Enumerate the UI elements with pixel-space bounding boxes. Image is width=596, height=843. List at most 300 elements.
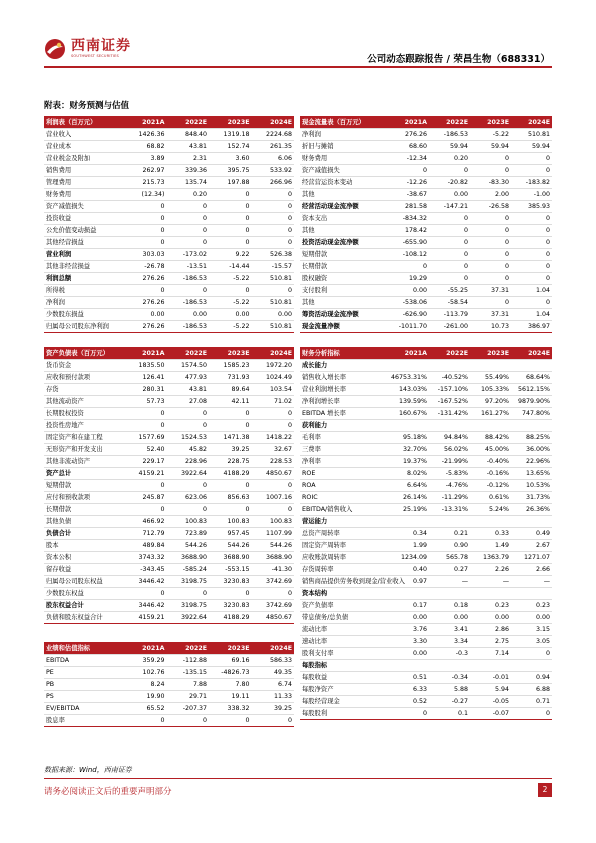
cell-value: 37.31 <box>470 285 511 297</box>
cell-value: 0 <box>209 225 252 237</box>
cell-value: 0 <box>252 715 295 727</box>
cell-value: -626.90 <box>388 309 429 321</box>
cell-value: 100.83 <box>209 516 252 528</box>
cell-value: 533.92 <box>252 165 295 177</box>
cell-value: 68.60 <box>388 141 429 153</box>
cell-value: 6.74 <box>252 679 295 691</box>
row-label: 其他流动资产 <box>44 396 124 408</box>
table-row <box>300 624 552 636</box>
cell-value: 1471.38 <box>209 432 252 444</box>
table-row <box>300 249 552 261</box>
cell-value: 0.23 <box>511 600 552 612</box>
cell-value: -26.58 <box>470 201 511 213</box>
table-row <box>300 237 552 249</box>
row-label: 每股股利 <box>300 708 388 720</box>
row-label: 流动比率 <box>300 624 388 636</box>
year-header: 2021A <box>388 347 429 360</box>
table-header-row <box>44 116 294 129</box>
table-row <box>300 444 552 456</box>
cell-value: 0 <box>252 420 295 432</box>
row-label: 投资收益 <box>44 213 124 225</box>
cell-value: -11.29% <box>429 492 470 504</box>
cell-value: -112.88 <box>167 655 210 667</box>
row-label: 应付和预收款项 <box>44 492 124 504</box>
company-logo <box>44 38 131 60</box>
table-row <box>44 480 294 492</box>
table-row <box>44 456 294 468</box>
row-label: 股息率 <box>44 715 124 727</box>
cell-value: 0 <box>470 153 511 165</box>
table-row <box>44 420 294 432</box>
cell-value: 0 <box>511 165 552 177</box>
table-row <box>44 201 294 213</box>
cell-value: 386.97 <box>511 321 552 333</box>
cell-value: -343.45 <box>124 564 167 576</box>
cell-value: 94.84% <box>429 432 470 444</box>
cell-value: 0 <box>388 165 429 177</box>
row-label: 财务费用 <box>44 189 124 201</box>
cell-value: 0 <box>511 237 552 249</box>
cell-value: -135.15 <box>167 667 210 679</box>
cell-value: 0.97 <box>388 576 429 588</box>
cell-value: 0 <box>209 420 252 432</box>
table-title: 资产负债表（百万元） <box>44 347 124 360</box>
year-header: 2022E <box>429 116 470 129</box>
cell-value: 45.00% <box>470 444 511 456</box>
cell-value: 0 <box>209 504 252 516</box>
cell-value: 49.35 <box>252 667 295 679</box>
cell-value: 0.00 <box>167 309 210 321</box>
cell-value: 4159.21 <box>124 612 167 624</box>
table-row <box>44 372 294 384</box>
cell-value: 5612.15% <box>511 384 552 396</box>
cell-value: 97.20% <box>470 396 511 408</box>
cell-value: 0 <box>209 480 252 492</box>
cell-value: -5.22 <box>470 129 511 141</box>
row-label: 成长能力 <box>300 360 388 372</box>
table-row <box>300 672 552 684</box>
cell-value: 143.03% <box>388 384 429 396</box>
cell-value: 0.61% <box>470 492 511 504</box>
table-row <box>300 456 552 468</box>
cell-value: 0 <box>470 249 511 261</box>
row-label: 短期借款 <box>300 249 388 261</box>
table-row <box>300 516 552 528</box>
cell-value: -5.22 <box>209 297 252 309</box>
table-row <box>44 468 294 480</box>
cell-value: 0.71 <box>511 696 552 708</box>
table-row <box>300 540 552 552</box>
cell-value: -5.22 <box>209 273 252 285</box>
header-divider <box>44 66 552 68</box>
cell-value: 0 <box>167 201 210 213</box>
row-label: 财务费用 <box>300 153 388 165</box>
cell-value: 477.93 <box>167 372 210 384</box>
cell-value: 0.52 <box>388 696 429 708</box>
row-label: 股利支付率 <box>300 648 388 660</box>
row-label: 经营营运资本变动 <box>300 177 388 189</box>
cell-value: 510.81 <box>252 273 295 285</box>
cell-value: 0 <box>470 261 511 273</box>
row-label: 净利率 <box>300 456 388 468</box>
cell-value: 1.04 <box>511 309 552 321</box>
row-label: 资产负债率 <box>300 600 388 612</box>
year-header: 2023E <box>209 116 252 129</box>
cell-value: 2224.68 <box>252 129 295 141</box>
cell-value: 3198.75 <box>167 600 210 612</box>
cell-value: 7.80 <box>209 679 252 691</box>
cell-value: 0 <box>511 153 552 165</box>
cell-value: 0 <box>252 408 295 420</box>
cell-value <box>470 588 511 600</box>
table-row <box>300 588 552 600</box>
cell-value <box>429 360 470 372</box>
cell-value: 0.00 <box>388 648 429 660</box>
year-header: 2024E <box>252 642 295 655</box>
table-row <box>44 492 294 504</box>
cell-value: 8.02% <box>388 468 429 480</box>
cell-value: 0 <box>470 213 511 225</box>
cell-value <box>429 588 470 600</box>
row-label: 总资产周转率 <box>300 528 388 540</box>
cell-value: -26.78 <box>124 261 167 273</box>
cell-value: 69.16 <box>209 655 252 667</box>
cell-value: 2.31 <box>167 153 210 165</box>
cell-value: -5.83% <box>429 468 470 480</box>
row-label: 其他 <box>300 297 388 309</box>
cell-value: 0 <box>252 588 295 600</box>
cell-value: 0.17 <box>388 600 429 612</box>
cashflow-statement-table <box>300 116 552 333</box>
table-title: 现金流量表（百万元） <box>300 116 388 129</box>
cell-value: 1.49 <box>470 540 511 552</box>
cell-value: 0 <box>252 189 295 201</box>
cell-value <box>388 516 429 528</box>
cell-value: 6.33 <box>388 684 429 696</box>
cell-value: 3742.69 <box>252 576 295 588</box>
cell-value: 160.67% <box>388 408 429 420</box>
table-row <box>300 576 552 588</box>
cell-value: 723.89 <box>167 528 210 540</box>
cell-value: 1271.07 <box>511 552 552 564</box>
cell-value: 228.53 <box>252 456 295 468</box>
logo-icon <box>44 38 66 60</box>
cell-value: 178.42 <box>388 225 429 237</box>
cell-value: 11.33 <box>252 691 295 703</box>
cell-value: -585.24 <box>167 564 210 576</box>
cell-value <box>511 660 552 672</box>
row-label: 应收和预付款项 <box>44 372 124 384</box>
cell-value: 95.18% <box>388 432 429 444</box>
row-label: PB <box>44 679 124 691</box>
row-label: 负债和股东权益合计 <box>44 612 124 624</box>
table-row <box>300 552 552 564</box>
cell-value: 10.73 <box>470 321 511 333</box>
cell-value <box>388 588 429 600</box>
row-label: 存货 <box>44 384 124 396</box>
row-label: 固定资产和在建工程 <box>44 432 124 444</box>
table-row <box>44 528 294 540</box>
row-label: 其他非经营损益 <box>44 261 124 273</box>
cell-value: 0 <box>167 213 210 225</box>
cell-value: 68.82 <box>124 141 167 153</box>
table-row <box>44 564 294 576</box>
cell-value: 0 <box>429 273 470 285</box>
cell-value: -553.15 <box>209 564 252 576</box>
cell-value: -186.53 <box>167 297 210 309</box>
table-row <box>300 660 552 672</box>
logo-text-en: SOUTHWEST SECURITIES <box>71 54 119 58</box>
cell-value: 0 <box>511 273 552 285</box>
cell-value: 0 <box>167 408 210 420</box>
cell-value: 26.36% <box>511 504 552 516</box>
cell-value: -21.99% <box>429 456 470 468</box>
row-label: EBITDA 增长率 <box>300 408 388 420</box>
year-header: 2021A <box>124 347 167 360</box>
cell-value: 0.49 <box>511 528 552 540</box>
table-row <box>44 225 294 237</box>
row-label: EV/EBITDA <box>44 703 124 715</box>
table-row <box>44 552 294 564</box>
cell-value: 57.73 <box>124 396 167 408</box>
row-label: 净利润 <box>44 297 124 309</box>
cell-value: 957.45 <box>209 528 252 540</box>
table-row <box>300 213 552 225</box>
table-row <box>44 309 294 321</box>
row-label: 现金流量净额 <box>300 321 388 333</box>
cell-value: -13.31% <box>429 504 470 516</box>
cell-value: -0.3 <box>429 648 470 660</box>
year-header: 2024E <box>511 347 552 360</box>
cell-value: 0 <box>124 480 167 492</box>
valuation-table <box>44 642 294 727</box>
table-row <box>300 504 552 516</box>
cell-value: 5.88 <box>429 684 470 696</box>
row-label: 毛利率 <box>300 432 388 444</box>
year-header: 2024E <box>252 347 295 360</box>
table-row <box>300 297 552 309</box>
cell-value: 37.31 <box>470 309 511 321</box>
table-row <box>300 636 552 648</box>
cell-value: 39.25 <box>209 444 252 456</box>
cell-value: 19.90 <box>124 691 167 703</box>
cell-value: 3446.42 <box>124 576 167 588</box>
cell-value: 544.26 <box>252 540 295 552</box>
row-label: 股东权益合计 <box>44 600 124 612</box>
cell-value <box>388 360 429 372</box>
cell-value: 0.34 <box>388 528 429 540</box>
cell-value: 0 <box>124 504 167 516</box>
cell-value: -14.44 <box>209 261 252 273</box>
table-row <box>300 432 552 444</box>
table-row <box>300 696 552 708</box>
cell-value: -0.27 <box>429 696 470 708</box>
cell-value: 276.26 <box>124 321 167 333</box>
table-row <box>44 516 294 528</box>
cell-value: 0 <box>124 420 167 432</box>
row-label: 股本 <box>44 540 124 552</box>
cell-value: -40.52% <box>429 372 470 384</box>
table-row <box>44 285 294 297</box>
cell-value: 0 <box>511 297 552 309</box>
cell-value: 0.00 <box>252 309 295 321</box>
table-row <box>300 225 552 237</box>
year-header: 2021A <box>124 116 167 129</box>
cell-value: 0 <box>429 261 470 273</box>
row-label: 货币资金 <box>44 360 124 372</box>
cell-value: 0 <box>429 225 470 237</box>
row-label: 获利能力 <box>300 420 388 432</box>
row-label: 留存收益 <box>44 564 124 576</box>
cell-value: 9879.90% <box>511 396 552 408</box>
row-label: 应收账款周转率 <box>300 552 388 564</box>
cell-value: 0.21 <box>429 528 470 540</box>
cell-value: 229.17 <box>124 456 167 468</box>
table-row <box>300 165 552 177</box>
cell-value: 0.00 <box>470 612 511 624</box>
row-label: 投资性房地产 <box>44 420 124 432</box>
year-header: 2024E <box>252 116 295 129</box>
cell-value: 544.26 <box>167 540 210 552</box>
cell-value: 197.88 <box>209 177 252 189</box>
row-label: EBITDA/销售收入 <box>300 504 388 516</box>
cell-value: 0 <box>124 201 167 213</box>
cell-value: 59.94 <box>470 141 511 153</box>
cell-value: 1426.36 <box>124 129 167 141</box>
cell-value: 3.34 <box>429 636 470 648</box>
table-row <box>44 612 294 624</box>
cell-value: -15.57 <box>252 261 295 273</box>
cell-value: 0 <box>252 480 295 492</box>
cell-value: 466.92 <box>124 516 167 528</box>
cell-value: -167.52% <box>429 396 470 408</box>
cell-value: -0.16% <box>470 468 511 480</box>
cell-value: 0 <box>470 165 511 177</box>
cell-value: 45.82 <box>167 444 210 456</box>
appendix-title: 附表：财务预测与估值 <box>44 101 130 111</box>
cell-value: 281.58 <box>388 201 429 213</box>
table-row <box>300 708 552 720</box>
table-header-row <box>44 642 294 655</box>
cell-value: 0 <box>388 708 429 720</box>
cell-value: -58.54 <box>429 297 470 309</box>
cell-value: 0 <box>209 588 252 600</box>
cell-value: 43.81 <box>167 384 210 396</box>
cell-value: 0 <box>511 261 552 273</box>
cell-value: 731.93 <box>209 372 252 384</box>
cell-value: 22.96% <box>511 456 552 468</box>
table-row <box>44 384 294 396</box>
table-row <box>300 684 552 696</box>
cell-value: 29.71 <box>167 691 210 703</box>
data-source: 数据来源：Wind，西南证券 <box>44 766 132 774</box>
cell-value: -4.76% <box>429 480 470 492</box>
cell-value: 0.23 <box>470 600 511 612</box>
cell-value: 36.00% <box>511 444 552 456</box>
row-label: 长期借款 <box>44 504 124 516</box>
cell-value: 3446.42 <box>124 600 167 612</box>
row-label: 归属母公司股东权益 <box>44 576 124 588</box>
table-row <box>300 321 552 333</box>
cell-value: 3743.32 <box>124 552 167 564</box>
cell-value: 161.27% <box>470 408 511 420</box>
cell-value: 1577.69 <box>124 432 167 444</box>
row-label: 负债合计 <box>44 528 124 540</box>
cell-value: 712.79 <box>124 528 167 540</box>
cell-value: 105.33% <box>470 384 511 396</box>
cell-value: 1107.99 <box>252 528 295 540</box>
row-label: 资本公积 <box>44 552 124 564</box>
cell-value: 0 <box>167 420 210 432</box>
cell-value: 100.83 <box>167 516 210 528</box>
table-row <box>300 141 552 153</box>
table-row <box>300 189 552 201</box>
table-header-row <box>300 347 552 360</box>
year-header: 2021A <box>124 642 167 655</box>
cell-value: 0 <box>209 408 252 420</box>
cell-value: 1363.79 <box>470 552 511 564</box>
cell-value: 0 <box>124 225 167 237</box>
table-row <box>44 153 294 165</box>
cell-value: 0 <box>429 249 470 261</box>
cell-value: 2.26 <box>470 564 511 576</box>
cell-value: 4850.67 <box>252 468 295 480</box>
cell-value: 152.74 <box>209 141 252 153</box>
cell-value: 32.67 <box>252 444 295 456</box>
cell-value: 586.33 <box>252 655 295 667</box>
table-row <box>300 285 552 297</box>
table-row <box>44 177 294 189</box>
cell-value: 32.70% <box>388 444 429 456</box>
table-row <box>44 213 294 225</box>
row-label: 每股指标 <box>300 660 388 672</box>
cell-value: 0 <box>252 225 295 237</box>
cell-value: 26.14% <box>388 492 429 504</box>
row-label: 每股经营现金 <box>300 696 388 708</box>
cell-value: 0 <box>167 588 210 600</box>
table-row <box>300 309 552 321</box>
cell-value: 0.33 <box>470 528 511 540</box>
cell-value: 4188.29 <box>209 468 252 480</box>
table-row <box>44 360 294 372</box>
cell-value: -173.02 <box>167 249 210 261</box>
cell-value: 65.52 <box>124 703 167 715</box>
cell-value: 3198.75 <box>167 576 210 588</box>
cell-value: 0.18 <box>429 600 470 612</box>
row-label: 带息债务/总负债 <box>300 612 388 624</box>
cell-value: 0 <box>124 237 167 249</box>
cell-value: 3230.83 <box>209 576 252 588</box>
table-row <box>300 372 552 384</box>
cell-value: -1.00 <box>511 189 552 201</box>
cell-value: -41.30 <box>252 564 295 576</box>
row-label: 速动比率 <box>300 636 388 648</box>
row-label: 归属母公司股东净利润 <box>44 321 124 333</box>
cell-value: 139.59% <box>388 396 429 408</box>
cell-value: -186.53 <box>167 321 210 333</box>
cell-value: 0 <box>209 285 252 297</box>
table-row <box>300 384 552 396</box>
cell-value: 52.40 <box>124 444 167 456</box>
row-label: ROA <box>300 480 388 492</box>
cell-value: 848.40 <box>167 129 210 141</box>
cell-value: -12.34 <box>388 153 429 165</box>
cell-value: 261.35 <box>252 141 295 153</box>
row-label: 其他负债 <box>44 516 124 528</box>
cell-value: 59.94 <box>511 141 552 153</box>
cell-value: 2.75 <box>470 636 511 648</box>
cell-value: 0.51 <box>388 672 429 684</box>
